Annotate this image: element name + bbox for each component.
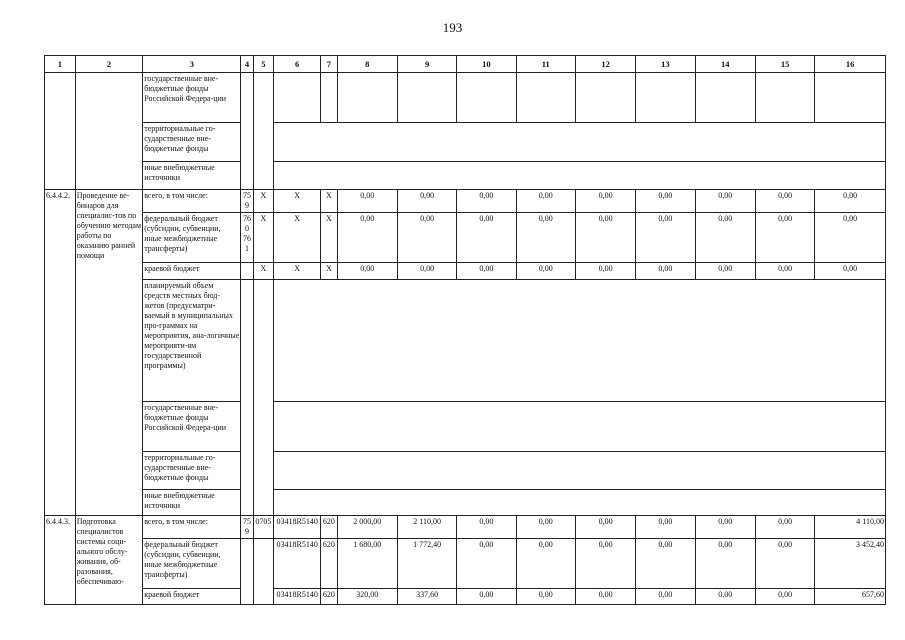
cell-col15: 0,00 <box>755 190 814 213</box>
cell-col10: 0,00 <box>457 263 516 280</box>
cell-col8: 1 680,00 <box>337 539 397 589</box>
cell-source: планируемый объем средств местных бюд-жетов (предусматри-ваемый в муниципальных про-граммах на мероприятия, ана-логичные мероприяти-ям государственной программы) <box>143 280 241 402</box>
cell-col11 <box>516 73 575 123</box>
cell-col14: 0,00 <box>695 263 755 280</box>
cell-col16: 657,60 <box>815 589 886 605</box>
cell-name: Подготовка специалистов системы соци-ального обслу-живания, об-разования, обеспечиваю- <box>75 516 143 605</box>
cell-col5: X <box>253 263 273 280</box>
cell-col13: 0,00 <box>636 263 695 280</box>
table-row <box>45 516 886 539</box>
cell-col6: X <box>274 190 321 213</box>
header-cell: 15 <box>755 56 814 73</box>
cell-col4 <box>241 263 253 280</box>
table-row <box>45 402 886 452</box>
cell-col5 <box>253 73 273 190</box>
cell-col12: 0,00 <box>575 190 635 213</box>
cell-col11: 0,00 <box>516 190 575 213</box>
header-cell: 11 <box>516 56 575 73</box>
cell-col9: 2 110,00 <box>397 516 456 539</box>
cell-col11: 0,00 <box>516 589 575 605</box>
table-row <box>45 539 886 589</box>
cell-col9: 337,60 <box>397 589 456 605</box>
cell-source: территориальные го-сударственные вне-бюджетные фонды <box>143 452 241 490</box>
cell-col7: 620 <box>321 589 337 605</box>
cell-col6: X <box>274 263 321 280</box>
table-row <box>45 452 886 490</box>
cell-col9: 0,00 <box>397 263 456 280</box>
header-cell: 5 <box>253 56 273 73</box>
cell-col5: X <box>253 190 273 213</box>
cell-col14: 0,00 <box>695 539 755 589</box>
cell-col4: 759 <box>241 190 253 213</box>
cell-col16: 4 110,00 <box>815 516 886 539</box>
table-row <box>45 190 886 213</box>
cell-empty <box>274 162 886 190</box>
cell-col6: 03418R5140 <box>274 539 321 589</box>
cell-col13 <box>636 73 695 123</box>
cell-name: Проведение ве-бинаров для специалис-тов по обучению методам работы по оказанию ранней помощи <box>75 190 143 516</box>
header-cell: 2 <box>75 56 143 73</box>
table-row <box>45 123 886 162</box>
cell-col14: 0,00 <box>695 589 755 605</box>
cell-source: государственные вне-бюджетные фонды Российской Федера-ции <box>143 73 241 123</box>
cell-col13: 0,00 <box>636 539 695 589</box>
cell-col10: 0,00 <box>457 589 516 605</box>
cell-col13: 0,00 <box>636 589 695 605</box>
cell-col10 <box>457 73 516 123</box>
cell-source: иные внебюджетные источники <box>143 490 241 516</box>
cell-col7: 620 <box>321 516 337 539</box>
cell-col13: 0,00 <box>636 213 695 263</box>
cell-col8: 0,00 <box>337 263 397 280</box>
cell-col9 <box>397 73 456 123</box>
cell-col6: 03418R5140 <box>274 589 321 605</box>
cell-col9: 1 772,40 <box>397 539 456 589</box>
cell-col8: 0,00 <box>337 190 397 213</box>
cell-col7: X <box>321 263 337 280</box>
cell-source: федеральный бюджет (субсидии, субвенции, иные межбюджетные трансферты) <box>143 213 241 263</box>
cell-col16: 0,00 <box>815 190 886 213</box>
cell-col15: 0,00 <box>755 263 814 280</box>
header-row <box>45 56 886 73</box>
cell-col14: 0,00 <box>695 213 755 263</box>
header-cell: 3 <box>143 56 241 73</box>
header-cell: 10 <box>457 56 516 73</box>
table-row <box>45 263 886 280</box>
cell-col13: 0,00 <box>636 190 695 213</box>
cell-col12: 0,00 <box>575 589 635 605</box>
header-cell: 12 <box>575 56 635 73</box>
cell-col11: 0,00 <box>516 263 575 280</box>
cell-col11: 0,00 <box>516 516 575 539</box>
cell-source: иные внебюджетные источники <box>143 162 241 190</box>
cell-col15 <box>755 73 814 123</box>
header-cell: 1 <box>45 56 76 73</box>
header-cell: 8 <box>337 56 397 73</box>
header-cell: 4 <box>241 56 253 73</box>
cell-number: 6.4.4.2. <box>45 190 76 516</box>
cell-col14: 0,00 <box>695 516 755 539</box>
cell-col6 <box>274 73 321 123</box>
table-header <box>45 56 886 73</box>
cell-empty <box>274 280 886 402</box>
header-cell: 7 <box>321 56 337 73</box>
cell-empty <box>274 402 886 452</box>
page-number: 193 <box>442 20 463 35</box>
cell-col4: 760 761 <box>241 213 253 263</box>
cell-col16: 3 452,40 <box>815 539 886 589</box>
cell-col5: X <box>253 213 273 263</box>
cell-col6: X <box>274 213 321 263</box>
cell-col11: 0,00 <box>516 213 575 263</box>
table-row <box>45 280 886 402</box>
table-row <box>45 213 886 263</box>
cell-col16: 0,00 <box>815 263 886 280</box>
cell-empty <box>274 452 886 490</box>
cell-col13: 0,00 <box>636 516 695 539</box>
cell-col5: 0705 <box>253 516 273 539</box>
cell-number: 6.4.4.3. <box>45 516 76 605</box>
cell-col9: 0,00 <box>397 190 456 213</box>
cell-col8: 0,00 <box>337 213 397 263</box>
cell-empty <box>274 123 886 162</box>
cell-source: краевой бюджет <box>143 589 241 605</box>
cell-col4 <box>241 73 253 190</box>
header-cell: 9 <box>397 56 456 73</box>
cell-col4: 759 <box>241 516 253 539</box>
cell-col7: 620 <box>321 539 337 589</box>
cell-source: федеральный бюджет (субсидии, субвенции, иные межбюджетные трансферты) <box>143 539 241 589</box>
cell-col15: 0,00 <box>755 589 814 605</box>
cell-col16 <box>815 73 886 123</box>
cell-col12: 0,00 <box>575 213 635 263</box>
cell-col12 <box>575 73 635 123</box>
cell-col12: 0,00 <box>575 263 635 280</box>
cell-source: государственные вне-бюджетные фонды Российской Федера-ции <box>143 402 241 452</box>
header-cell: 16 <box>815 56 886 73</box>
cell-col15: 0,00 <box>755 516 814 539</box>
cell-col7: X <box>321 213 337 263</box>
cell-source: территориальные го-сударственные вне-бюджетные фонды <box>143 123 241 162</box>
cell-col14 <box>695 73 755 123</box>
cell-number <box>45 73 76 190</box>
cell-col15: 0,00 <box>755 213 814 263</box>
cell-col14: 0,00 <box>695 190 755 213</box>
cell-col16: 0,00 <box>815 213 886 263</box>
cell-col4 <box>241 539 253 605</box>
table-row <box>45 490 886 516</box>
cell-col7 <box>321 73 337 123</box>
cell-col10: 0,00 <box>457 539 516 589</box>
cell-empty <box>274 490 886 516</box>
cell-col12: 0,00 <box>575 539 635 589</box>
cell-col11: 0,00 <box>516 539 575 589</box>
cell-col4 <box>241 280 253 516</box>
table-row <box>45 589 886 605</box>
cell-col15: 0,00 <box>755 539 814 589</box>
table-body <box>45 73 886 605</box>
header-cell: 14 <box>695 56 755 73</box>
cell-source: всего, в том числе: <box>143 516 241 539</box>
cell-col7: X <box>321 190 337 213</box>
table-row <box>45 162 886 190</box>
budget-table <box>44 55 886 605</box>
cell-col10: 0,00 <box>457 516 516 539</box>
cell-col8: 320,00 <box>337 589 397 605</box>
cell-col6: 03418R5140 <box>274 516 321 539</box>
cell-col8: 2 000,00 <box>337 516 397 539</box>
cell-col5 <box>253 539 273 605</box>
cell-col10: 0,00 <box>457 213 516 263</box>
cell-source: всего, в том числе: <box>143 190 241 213</box>
cell-col9: 0,00 <box>397 213 456 263</box>
cell-col12: 0,00 <box>575 516 635 539</box>
header-cell: 6 <box>274 56 321 73</box>
table-row <box>45 73 886 123</box>
cell-name <box>75 73 143 190</box>
cell-col8 <box>337 73 397 123</box>
cell-source: краевой бюджет <box>143 263 241 280</box>
cell-col5 <box>253 280 273 516</box>
cell-col10: 0,00 <box>457 190 516 213</box>
header-cell: 13 <box>636 56 695 73</box>
